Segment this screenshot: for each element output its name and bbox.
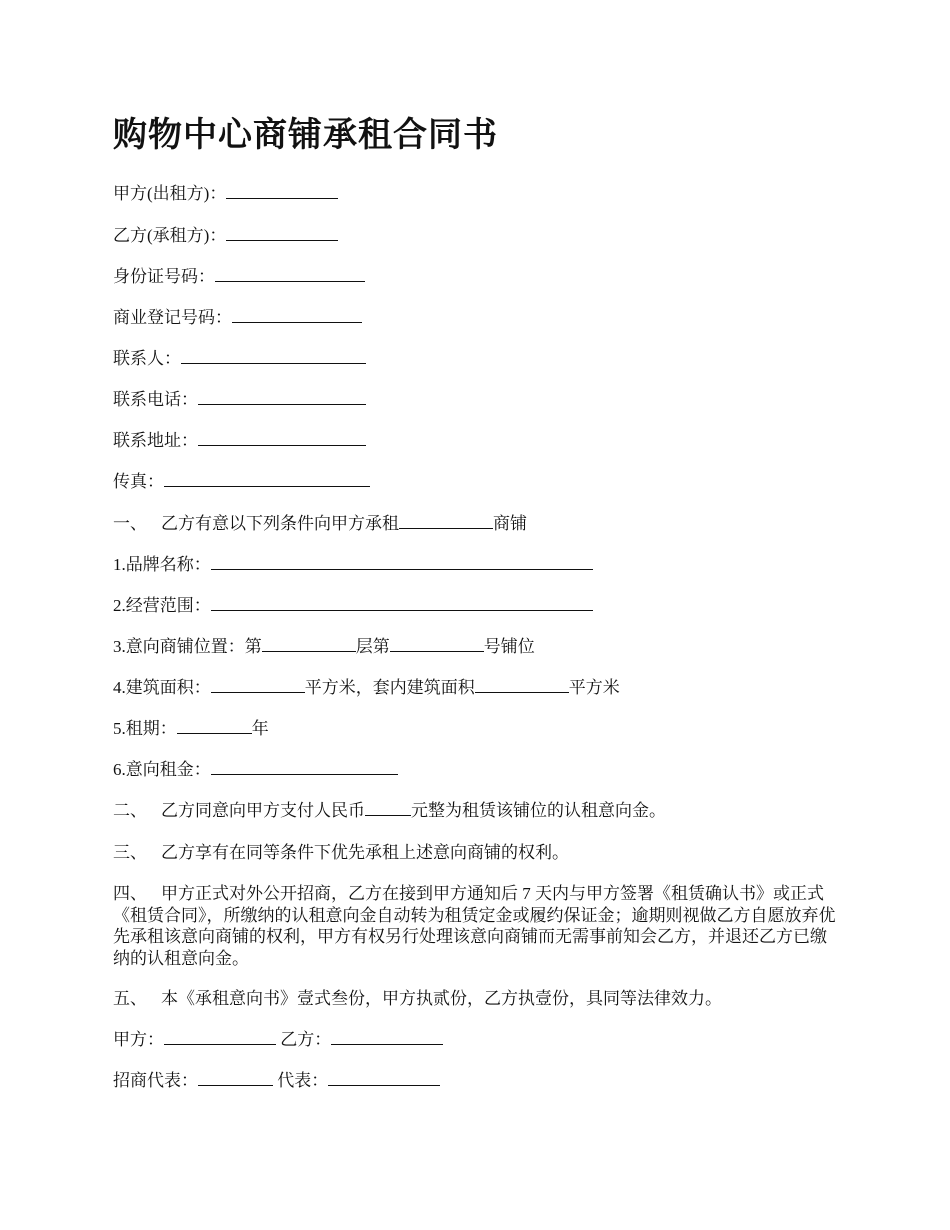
clause-1-number: 一、 bbox=[113, 514, 147, 533]
contact-address-field bbox=[113, 430, 366, 452]
party-b-blank[interactable] bbox=[226, 225, 338, 241]
lease-term-blank[interactable] bbox=[177, 718, 252, 734]
intended-rent-label: 6.意向租金： bbox=[113, 760, 211, 779]
clause-3-text: 乙方享有在同等条件下优先承租上述意向商铺的权利。 bbox=[161, 843, 569, 862]
id-number-blank[interactable] bbox=[215, 266, 365, 282]
clause-4 bbox=[113, 883, 841, 969]
clause-2-blank[interactable] bbox=[365, 800, 411, 816]
contact-address-label: 联系地址： bbox=[113, 431, 198, 450]
business-reg-label: 商业登记号码： bbox=[113, 308, 232, 327]
intended-rent-field bbox=[113, 759, 398, 781]
party-a-signature-label: 甲方： bbox=[113, 1030, 164, 1049]
clause-3-number: 三、 bbox=[113, 843, 147, 862]
clause-1-text-after: 商铺 bbox=[493, 514, 527, 533]
fax-field bbox=[113, 471, 370, 493]
business-scope-blank[interactable] bbox=[211, 595, 593, 611]
shop-location-mid: 层第 bbox=[355, 637, 390, 656]
lease-term-suffix: 年 bbox=[251, 719, 269, 738]
clause-5-text: 本《承租意向书》壹式叁份，甲方执贰份，乙方执壹份，具同等法律效力。 bbox=[161, 989, 722, 1008]
page-title: 购物中心商铺承租合同书 bbox=[113, 115, 498, 155]
building-area-mid: 平方米，套内建筑面积 bbox=[304, 678, 475, 697]
signature-row-parties bbox=[113, 1029, 443, 1051]
rep-signature-blank[interactable] bbox=[328, 1070, 440, 1086]
shop-number-blank[interactable] bbox=[390, 636, 484, 652]
brand-name-blank[interactable] bbox=[211, 554, 593, 570]
lease-term-field bbox=[113, 718, 269, 740]
clause-2-number: 二、 bbox=[113, 801, 147, 820]
agent-signature-blank[interactable] bbox=[198, 1070, 273, 1086]
clause-5-number: 五、 bbox=[113, 989, 147, 1008]
contact-person-field bbox=[113, 348, 366, 370]
brand-name-label: 1.品牌名称： bbox=[113, 555, 211, 574]
clause-3 bbox=[113, 842, 569, 864]
party-a-signature-blank[interactable] bbox=[164, 1029, 276, 1045]
contact-person-blank[interactable] bbox=[181, 348, 366, 364]
building-area-prefix: 4.建筑面积： bbox=[113, 678, 211, 697]
lease-term-prefix: 5.租期： bbox=[113, 719, 177, 738]
party-b-label: 乙方(承租方)： bbox=[113, 226, 227, 245]
clause-4-number: 四、 bbox=[113, 884, 147, 903]
clause-1 bbox=[113, 513, 527, 535]
clause-1-blank[interactable] bbox=[399, 513, 493, 529]
clause-1-text: 乙方有意以下列条件向甲方承租 bbox=[161, 514, 399, 533]
id-number-field bbox=[113, 266, 365, 288]
building-area-field bbox=[113, 677, 620, 699]
party-b-signature-label: 乙方： bbox=[280, 1030, 332, 1049]
shop-location-field bbox=[113, 636, 535, 658]
clause-4-text: 甲方正式对外公开招商，乙方在接到甲方通知后 7 天内与甲方签署《租赁确认书》或正式《租赁合同》，所缴纳的认租意向金自动转为租赁定金或履约保证金；逾期则视做乙方自愿放弃优先承租该意向商铺的权利，甲方有权另行处理该意向商铺而无需事前知会乙方，并退还乙方已缴纳的认租意向金。 bbox=[113, 884, 836, 968]
party-b-field bbox=[113, 225, 338, 247]
contact-address-blank[interactable] bbox=[198, 430, 366, 446]
intended-rent-blank[interactable] bbox=[211, 759, 398, 775]
fax-blank[interactable] bbox=[164, 471, 370, 487]
business-scope-label: 2.经营范围： bbox=[113, 596, 211, 615]
building-area-suffix: 平方米 bbox=[568, 678, 620, 697]
party-a-blank[interactable] bbox=[226, 183, 338, 199]
floor-blank[interactable] bbox=[262, 636, 356, 652]
clause-2-text: 乙方同意向甲方支付人民币 bbox=[161, 801, 365, 820]
contact-phone-label: 联系电话： bbox=[113, 390, 198, 409]
business-scope-field bbox=[113, 595, 593, 617]
party-b-signature-blank[interactable] bbox=[331, 1029, 443, 1045]
party-a-field bbox=[113, 183, 338, 205]
clause-2-text-after: 元整为租赁该铺位的认租意向金。 bbox=[411, 801, 666, 820]
clause-5 bbox=[113, 988, 722, 1010]
fax-label: 传真： bbox=[113, 472, 164, 491]
business-reg-blank[interactable] bbox=[232, 307, 362, 323]
clause-2 bbox=[113, 800, 666, 822]
contact-phone-blank[interactable] bbox=[198, 389, 366, 405]
rep-signature-label: 代表： bbox=[277, 1071, 329, 1090]
signature-row-reps bbox=[113, 1070, 440, 1092]
inner-area-blank[interactable] bbox=[475, 677, 569, 693]
agent-signature-label: 招商代表： bbox=[113, 1071, 198, 1090]
shop-location-suffix: 号铺位 bbox=[483, 637, 535, 656]
party-a-label: 甲方(出租方)： bbox=[113, 184, 227, 203]
contact-phone-field bbox=[113, 389, 366, 411]
business-reg-field bbox=[113, 307, 362, 329]
building-area-blank[interactable] bbox=[211, 677, 305, 693]
brand-name-field bbox=[113, 554, 593, 576]
contact-person-label: 联系人： bbox=[113, 349, 181, 368]
shop-location-prefix: 3.意向商铺位置：第 bbox=[113, 637, 262, 656]
id-number-label: 身份证号码： bbox=[113, 267, 215, 286]
